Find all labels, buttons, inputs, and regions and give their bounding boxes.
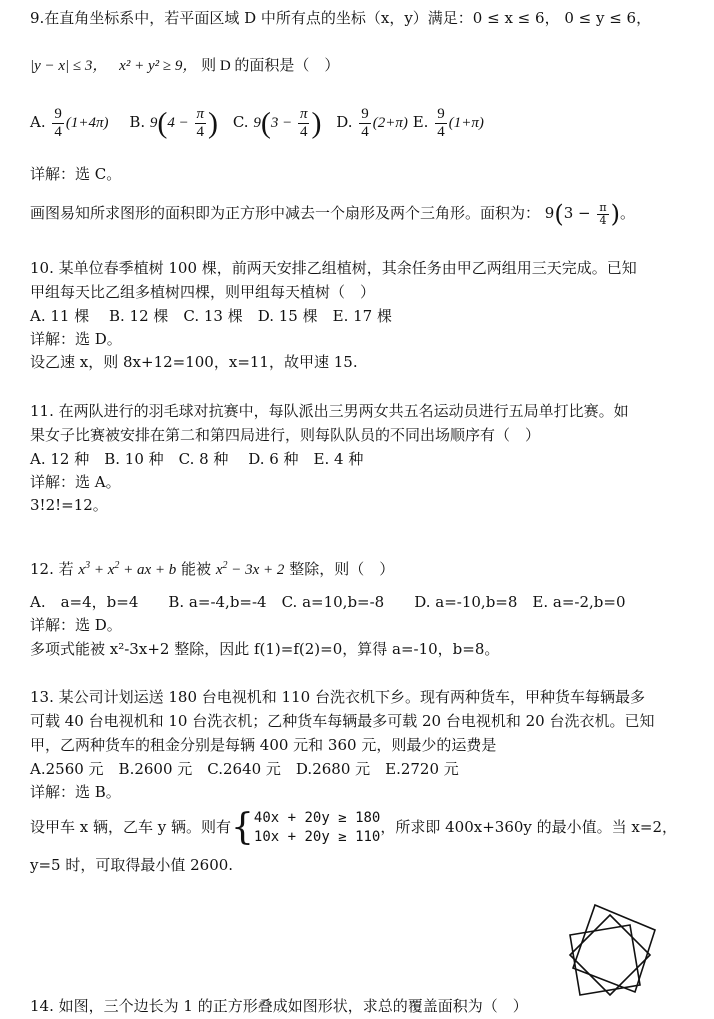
q13-system bbox=[254, 809, 380, 847]
q9-stem-line1: 9.在直角坐标系中，若平面区域 D 中所有点的坐标（x，y）满足：0 ≤ x ≤ 6， 0 ≤ y ≤ 6， bbox=[30, 9, 652, 27]
q13-explanation: 设甲车 x 辆，乙车 y 辆。则有{ 40x + 20y ≥ 180 10x + 20y ≥ 110 ，所求即 400x+360y 的最小值。当 x=2， bbox=[30, 807, 677, 848]
q12-suffix: 整除，则（ ） bbox=[289, 560, 395, 578]
q9-opt-e: $\frac{9}{4}$ (1+π) bbox=[437, 106, 484, 141]
q12-poly2: $x^2 - 3x + 2$ bbox=[215, 560, 285, 578]
q9-opt-a: $\frac{9}{4}$ (1+4π) bbox=[54, 106, 109, 141]
q13-answer: 详解：选 B。 bbox=[30, 783, 121, 801]
q13-stem-line2: 可载 40 台电视机和 10 台洗衣机；乙种货车每辆最多可载 20 台电视机和 20 台洗衣机。已知 bbox=[30, 712, 655, 730]
q13-eq1: 40x + 20y ≥ 180 bbox=[253, 810, 381, 826]
q12-prefix: 12. 若 bbox=[30, 560, 74, 578]
q14-stem: 14. 如图，三个边长为 1 的正方形叠成如图形状，求总的覆盖面积为（ ） bbox=[30, 997, 528, 1015]
q11-answer: 详解：选 A。 bbox=[30, 473, 121, 491]
q9-question: 则 D 的面积是（ ） bbox=[201, 58, 340, 74]
q9-explain-result: 9(3 − $\frac{\pi}{4}$ )。 bbox=[544, 200, 635, 228]
q9-explanation bbox=[30, 198, 635, 228]
q9-opt-c-label: C. bbox=[232, 113, 249, 131]
q9-stem-line2 bbox=[30, 56, 339, 76]
q11-explanation: 3!2!=12。 bbox=[30, 496, 108, 514]
q12-options: A. a=4，b=4 B. a=-4,b=-4 C. a=10,b=-8 D. a=-10,b=8 E. a=-2,b=0 bbox=[30, 593, 626, 611]
q12-explanation: 多项式能被 x²-3x+2 整除，因此 f(1)=f(2)=0，算得 a=-10，b=8。 bbox=[30, 640, 500, 658]
three-squares-figure bbox=[555, 900, 665, 1010]
q9-options bbox=[30, 104, 484, 140]
q9-opt-b: 9(4 − $\frac{\pi}{4}$ ) bbox=[149, 106, 219, 141]
q12-answer: 详解：选 D。 bbox=[30, 616, 122, 634]
q9-condition-circle: x² + y² ≥ 9， bbox=[119, 58, 198, 74]
q9-opt-e-label: E. bbox=[412, 113, 429, 131]
q10-stem-line1: 10. 某单位春季植树 100 棵，前两天安排乙组植树，其余任务由甲乙两组用三天完成。已知 bbox=[30, 259, 637, 277]
q9-condition-abs: |y − x| ≤ 3， bbox=[30, 58, 108, 74]
q9-answer: 详解：选 C。 bbox=[30, 165, 122, 183]
q10-options: A. 11 棵 B. 12 棵 C. 13 棵 D. 15 棵 E. 17 棵 bbox=[30, 307, 392, 325]
q13-stem-line3: 甲，乙两种货车的租金分别是每辆 400 元和 360 元，则最少的运费是 bbox=[30, 736, 497, 754]
q11-stem-line2: 果女子比赛被安排在第二和第四局进行，则每队队员的不同出场顺序有（ ） bbox=[30, 426, 541, 444]
q13-explain-b: ，所求即 400x+360y 的最小值。当 x=2， bbox=[380, 818, 677, 836]
q13-explanation-line2: y=5 时，可取得最小值 2600. bbox=[30, 856, 234, 874]
q11-options: A. 12 种 B. 10 种 C. 8 种 D. 6 种 E. 4 种 bbox=[30, 450, 364, 468]
q10-answer: 详解：选 D。 bbox=[30, 330, 122, 348]
q10-explanation: 设乙速 x，则 8x+12=100，x=11，故甲速 15. bbox=[30, 353, 358, 371]
q9-opt-a-label: A. bbox=[30, 113, 46, 131]
q13-stem-line1: 13. 某公司计划运送 180 台电视机和 110 台洗衣机下乡。现有两种货车，甲种货车每辆最多 bbox=[30, 688, 645, 706]
q9-explain-text: 画图易知所求图形的面积即为正方形中减去一个扇形及两个三角形。面积为： bbox=[30, 204, 541, 222]
q13-explain-a: 设甲车 x 辆，乙车 y 辆。则有 bbox=[30, 818, 232, 836]
q12-poly1: $x^3 + x^2$ + ax + b bbox=[78, 560, 177, 578]
q10-stem-line2: 甲组每天比乙组多植树四棵，则甲组每天植树（ ） bbox=[30, 283, 376, 301]
q13-options: A.2560 元 B.2600 元 C.2640 元 D.2680 元 E.2720 元 bbox=[30, 760, 459, 778]
q9-opt-d-label: D. bbox=[336, 113, 353, 131]
q12-middle: 能被 bbox=[181, 560, 212, 578]
q13-eq2: 10x + 20y ≥ 110 bbox=[253, 829, 381, 845]
q12-stem bbox=[30, 556, 394, 580]
q11-stem-line1: 11. 在两队进行的羽毛球对抗赛中，每队派出三男两女共五名运动员进行五局单打比赛。如 bbox=[30, 402, 629, 420]
q9-opt-c: 9(3 − $\frac{\pi}{4}$ ) bbox=[253, 106, 322, 141]
q9-opt-d: $\frac{9}{4}$ (2+π) bbox=[361, 106, 408, 141]
q9-opt-b-label: B. bbox=[129, 113, 146, 131]
